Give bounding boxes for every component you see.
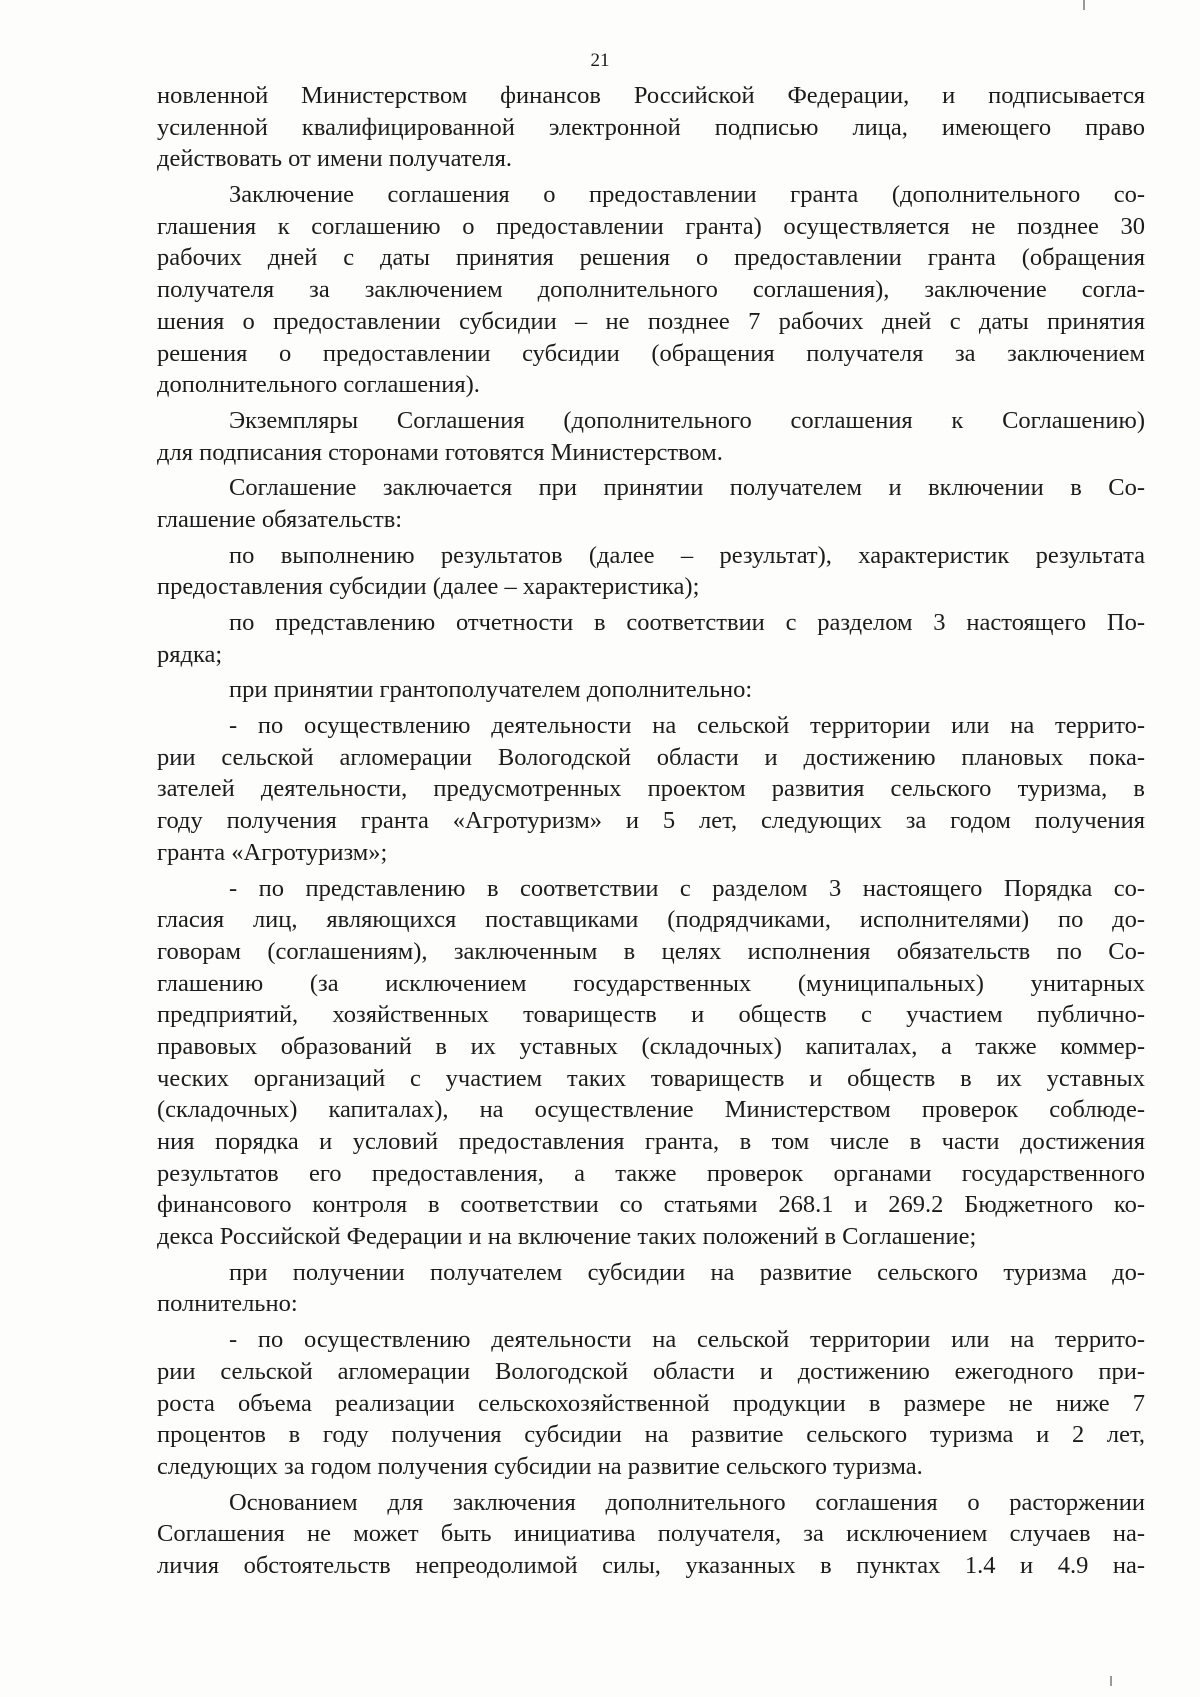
text-line: правовых образований в их уставных (складочных) капиталах, а также коммер- xyxy=(157,1032,1145,1060)
text-line: предприятий, хозяйственных товариществ и обществ с участием публично- xyxy=(157,1001,1145,1029)
text-line: результатов его предоставления, а также проверок органами государственного xyxy=(157,1159,1145,1187)
text-line: при получении получателем субсидии на развитие сельского туризма до- xyxy=(229,1258,1145,1286)
text-line: ния порядка и условий предоставления гранта, в том числе в части достижения xyxy=(157,1128,1145,1155)
text-line: получателя за заключением дополнительного соглашения), заключение согла- xyxy=(157,276,1145,304)
text-line: глашение обязательств: xyxy=(157,505,403,533)
text-line: - по осуществлению деятельности на сельской территории или на террито- xyxy=(229,1326,1145,1354)
text-line: ческих организаций с участием таких товариществ и обществ в их уставных xyxy=(157,1064,1145,1092)
scan-artifact xyxy=(1110,1676,1112,1686)
text-line: рядка; xyxy=(157,640,223,668)
text-line: дополнительного соглашения). xyxy=(157,371,480,399)
text-line: рии сельской агломерации Вологодской области и достижению ежегодного при- xyxy=(157,1357,1145,1385)
text-line: при принятии грантополучателем дополнительно: xyxy=(229,676,753,704)
text-line: глашению (за исключением государственных (муниципальных) унитарных xyxy=(157,969,1145,997)
text-line: следующих за годом получения субсидии на развитие сельского туризма. xyxy=(157,1452,923,1480)
text-line: Соглашения не может быть инициатива получателя, за исключением случаев на- xyxy=(157,1520,1145,1548)
text-line: (складочных) капиталах), на осуществление Министерством проверок соблюде- xyxy=(157,1096,1145,1124)
text-line: зателей деятельности, предусмотренных проектом развития сельского туризма, в xyxy=(157,775,1145,803)
text-line: - по осуществлению деятельности на сельской территории или на террито- xyxy=(229,712,1145,740)
text-line: глашения к соглашению о предоставлении гранта) осуществляется не позднее 30 xyxy=(157,212,1145,240)
scan-artifact xyxy=(1083,0,1085,10)
text-line: действовать от имени получателя. xyxy=(157,145,513,173)
text-line: по представлению отчетности в соответствии с разделом 3 настоящего По- xyxy=(229,609,1145,636)
text-line: Соглашение заключается при принятии получателем и включении в Со- xyxy=(229,474,1145,502)
text-line: решения о предоставлении субсидии (обращения получателя за заключением xyxy=(157,339,1145,367)
text-line: процентов в году получения субсидии на развитие сельского туризма и 2 лет, xyxy=(157,1421,1145,1449)
text-line: гласия лиц, являющихся поставщиками (подрядчиками, исполнителями) по до- xyxy=(157,906,1145,934)
text-line: по выполнению результатов (далее – результат), характеристик результата xyxy=(229,541,1145,569)
text-line: декса Российской Федерации и на включение таких положений в Соглашение; xyxy=(157,1223,977,1251)
text-line: полнительно: xyxy=(157,1290,298,1318)
text-line: - по представлению в соответствии с разделом 3 настоящего Порядка со- xyxy=(229,874,1145,902)
text-line: Экземпляры Соглашения (дополнительного соглашения к Соглашению) xyxy=(229,406,1145,434)
text-line: личия обстоятельств непреодолимой силы, указанных в пунктах 1.4 и 4.9 на- xyxy=(157,1551,1145,1579)
page-number: 21 xyxy=(590,50,610,71)
text-line: предоставления субсидии (далее – характеристика); xyxy=(157,573,700,601)
text-line: для подписания сторонами готовятся Министерством. xyxy=(157,438,723,466)
text-line: новленной Министерством финансов Российской Федерации, и подписывается xyxy=(157,82,1145,109)
text-line: Заключение соглашения о предоставлении гранта (дополнительного со- xyxy=(229,181,1145,209)
text-line: гранта «Агротуризм»; xyxy=(157,838,388,866)
text-line: роста объема реализации сельскохозяйственной продукции в размере не ниже 7 xyxy=(157,1389,1145,1417)
text-line: рабочих дней с даты принятия решения о предоставлении гранта (обращения xyxy=(157,244,1145,272)
text-line: шения о предоставлении субсидии – не позднее 7 рабочих дней с даты принятия xyxy=(157,307,1145,335)
document-body xyxy=(157,80,1145,1582)
text-line: Основанием для заключения дополнительного соглашения о расторжении xyxy=(229,1488,1145,1516)
text-line: рии сельской агломерации Вологодской области и достижению плановых пока- xyxy=(157,743,1145,771)
text-line: усиленной квалифицированной электронной подписью лица, имеющего право xyxy=(157,113,1145,141)
text-line: говорам (соглашениям), заключенным в целях исполнения обязательств по Со- xyxy=(157,937,1145,965)
text-line: финансового контроля в соответствии со статьями 268.1 и 269.2 Бюджетного ко- xyxy=(157,1191,1145,1219)
text-line: году получения гранта «Агротуризм» и 5 лет, следующих за годом получения xyxy=(157,807,1145,835)
